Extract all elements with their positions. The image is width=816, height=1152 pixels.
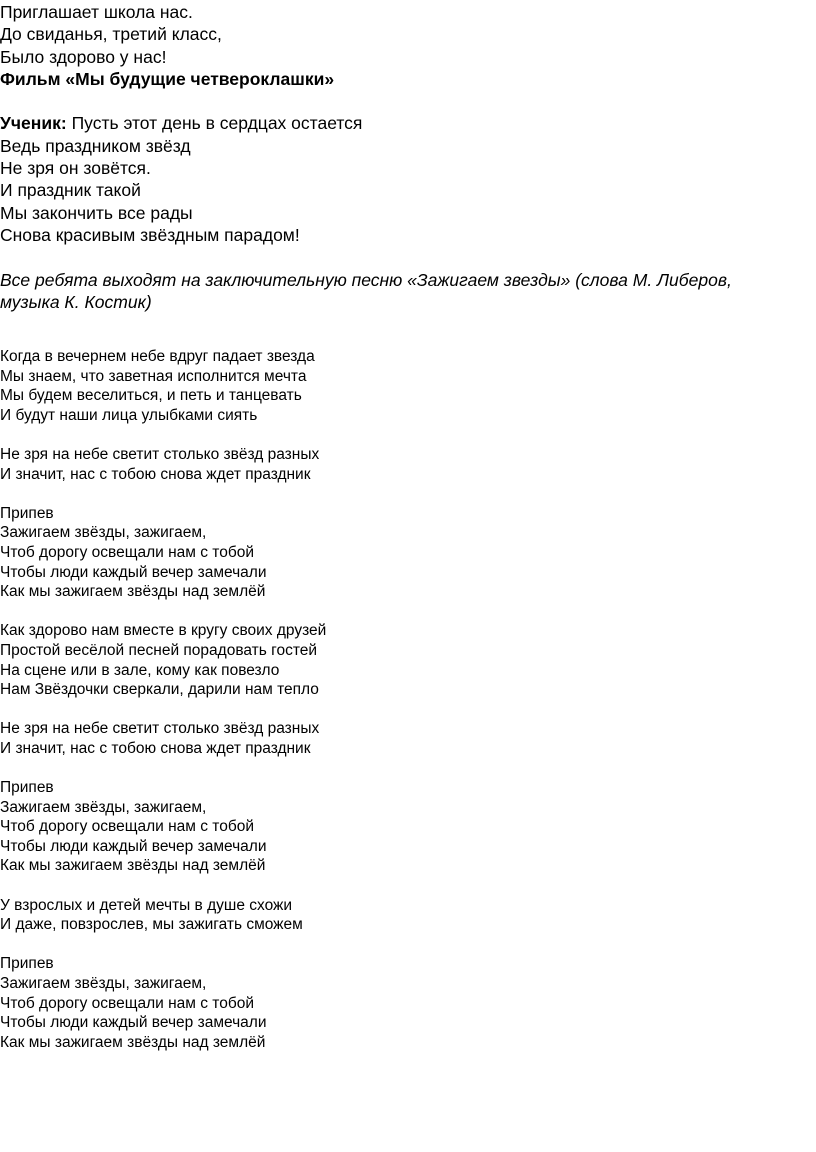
blank-line: [0, 484, 326, 504]
student-line: [0, 112, 732, 134]
intro-line: До свиданья, третий класс,: [0, 24, 222, 45]
lyric-line: И будут наши лица улыбками сиять: [0, 406, 258, 424]
intro-section: [0, 1, 732, 313]
lyric-line: Простой весёлой песней порадовать гостей: [0, 641, 318, 659]
lyric-line: Как мы зажигаем звёзды над землёй: [0, 583, 266, 601]
chorus-label: Припев: [0, 504, 54, 522]
lyric-line: Когда в вечернем небе вдруг падает звезда: [0, 348, 315, 365]
lyric-line: Мы знаем, что заветная исполнится мечта: [0, 367, 307, 385]
lyric-line: Не зря на небе светит столько звёзд разных: [0, 720, 320, 738]
lyric-line: Как здорово нам вместе в кругу своих друзей: [0, 622, 327, 640]
student-line: Мы закончить все рады: [0, 202, 193, 223]
lyric-line: Чтобы люди каждый вечер замечали: [0, 563, 267, 581]
song-lyrics: [0, 347, 326, 1052]
blank-line: [0, 700, 326, 720]
lyric-line: Зажигаем звёзды, зажигаем,: [0, 524, 207, 542]
lyric-line: Чтоб дорогу освещали нам с тобой: [0, 818, 255, 836]
lyric-line: Как мы зажигаем звёзды над землёй: [0, 857, 266, 875]
stage-direction: Все ребята выходят на заключительную песню «Зажигаем звезды» (слова М. Либеров,: [0, 269, 732, 290]
student-line: И праздник такой: [0, 180, 141, 201]
lyric-line: У взрослых и детей мечты в душе схожи: [0, 896, 293, 914]
lyric-line: Зажигаем звёзды, зажигаем,: [0, 798, 207, 816]
lyric-line: Мы будем веселиться, и петь и танцевать: [0, 387, 302, 405]
lyric-line: Зажигаем звёзды, зажигаем,: [0, 975, 207, 992]
chorus-label: Припев: [0, 955, 54, 973]
film-title: Фильм «Мы будущие четвероклашки»: [0, 68, 335, 89]
lyric-line: И даже, повзрослев, мы зажигать сможем: [0, 916, 303, 934]
stage-direction: музыка К. Костик): [0, 291, 152, 312]
lyric-line: Нам Звёздочки сверкали, дарили нам тепло: [0, 681, 319, 699]
blank-line: [0, 876, 326, 896]
blank-line: [0, 246, 732, 268]
blank-line: [0, 90, 732, 112]
blank-line: [0, 425, 326, 445]
blank-line: [0, 935, 326, 955]
blank-line: [0, 602, 326, 622]
lyric-line: Чтобы люди каждый вечер замечали: [0, 1014, 267, 1032]
lyric-line: Чтоб дорогу освещали нам с тобой: [0, 994, 255, 1012]
lyric-line: И значит, нас с тобою снова ждет праздник: [0, 739, 311, 757]
lyric-line: И значит, нас с тобою снова ждет праздник: [0, 465, 311, 483]
lyric-line: Как мы зажигаем звёзды над землёй: [0, 1033, 266, 1051]
lyric-line: Чтобы люди каждый вечер замечали: [0, 837, 267, 855]
intro-line: Приглашает школа нас.: [0, 2, 193, 22]
intro-line: Было здорово у нас!: [0, 46, 167, 67]
student-first-line: Пусть этот день в сердцах остается: [66, 113, 363, 134]
lyric-line: На сцене или в зале, кому как повезло: [0, 661, 280, 679]
lyric-line: Не зря на небе светит столько звёзд разных: [0, 445, 320, 463]
lyric-line: Чтоб дорогу освещали нам с тобой: [0, 543, 255, 561]
student-line: Ведь праздником звёзд: [0, 135, 191, 156]
student-label: Ученик:: [0, 113, 67, 134]
chorus-label: Припев: [0, 779, 54, 797]
blank-line: [0, 758, 326, 778]
student-line: Снова красивым звёздным парадом!: [0, 224, 300, 245]
student-line: Не зря он зовётся.: [0, 158, 151, 179]
